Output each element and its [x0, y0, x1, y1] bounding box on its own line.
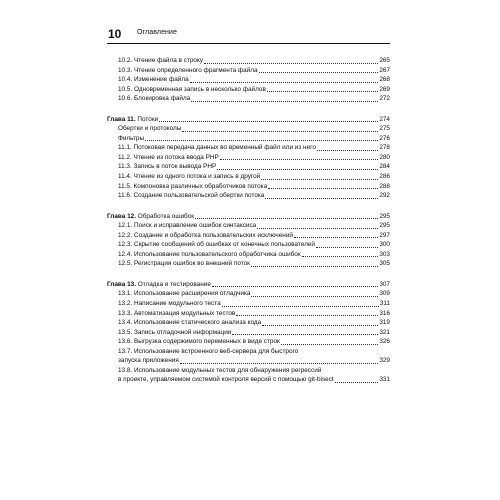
toc-page-number: 265	[379, 57, 390, 64]
toc-page-number: 278	[379, 144, 390, 152]
toc-page-number: 269	[379, 85, 390, 93]
toc-section	[107, 115, 390, 201]
chapter-title: Потоки	[137, 115, 159, 123]
toc-entry-label: 11.1. Потоковая передача данных во временный файл или из него	[118, 144, 316, 152]
toc-page-number: 276	[379, 134, 390, 142]
toc-entry[interactable]	[107, 375, 390, 385]
chapter-prefix: Глава 13.	[107, 280, 136, 288]
dot-leader	[268, 187, 378, 189]
toc-page-number: 268	[379, 76, 390, 84]
dot-leader	[220, 158, 379, 160]
toc-entry[interactable]	[107, 356, 390, 366]
toc-entry[interactable]	[107, 143, 390, 153]
chapter-page-number: 295	[379, 212, 390, 220]
toc-page-number: 280	[379, 153, 390, 161]
chapter-page-number: 274	[379, 115, 390, 123]
toc-entry[interactable]	[107, 85, 390, 95]
toc-entry-label: 12.1. Поиск и исправление ошибок синтаксиса	[118, 222, 257, 230]
toc-page-number: 329	[379, 357, 390, 365]
page-number: 10	[108, 27, 122, 41]
chapter-label	[107, 115, 158, 125]
toc-entry[interactable]	[107, 134, 390, 144]
chapter-title: Отладка и тестирование	[137, 280, 211, 288]
toc-entry-label: 11.3. Запись в поток вывода PHP	[118, 163, 217, 171]
dot-leader	[195, 217, 378, 219]
toc-entry[interactable]	[107, 162, 390, 172]
chapter-title: Обработка ошибок	[137, 212, 195, 220]
toc-section	[107, 212, 390, 269]
toc-entry-label: 13.1. Использование расширения отладчика	[118, 290, 251, 298]
toc-entry[interactable]	[107, 240, 390, 250]
dot-leader	[212, 285, 378, 287]
toc-entry[interactable]	[107, 259, 390, 269]
chapter-label	[107, 280, 211, 290]
dot-leader	[251, 265, 378, 267]
toc-entry-label: 13.4. Использование статического анализа кода	[118, 319, 262, 327]
toc-entry-label: запуска приложения	[118, 357, 179, 365]
toc-page-number: 321	[379, 328, 390, 336]
toc-entry-label: 12.2. Создание и обработка пользовательских исключений	[118, 231, 293, 239]
toc-page-number: 272	[379, 95, 390, 103]
toc-entry[interactable]	[107, 66, 390, 76]
toc-entry[interactable]	[107, 250, 390, 260]
toc-entry-label: 11.5. Компоновка различных обработчиков потока	[118, 182, 268, 190]
dot-leader	[145, 139, 378, 141]
toc-page-number: 305	[379, 260, 390, 268]
toc-entry-label: Фильтры	[118, 134, 145, 142]
toc-entry[interactable]	[107, 318, 390, 328]
dot-leader	[317, 149, 378, 151]
dot-leader	[257, 227, 378, 229]
toc-entry-label: 12.3. Скрытие сообщений об ошибках от конечных пользователей	[118, 241, 315, 249]
toc-entry-label: 13.5. Запись отладочной информации	[118, 328, 232, 336]
toc-page-number: 309	[379, 290, 390, 298]
dot-leader	[262, 324, 378, 326]
toc-entry[interactable]	[107, 337, 390, 347]
toc-entry-label: в проекте, управляемом системой контроля версий с помощью git-bisect	[118, 376, 334, 384]
dot-leader	[261, 178, 378, 180]
dot-leader	[302, 255, 379, 257]
dot-leader	[232, 333, 378, 335]
dot-leader	[180, 362, 379, 364]
toc-entry-label: 12.5. Регистрация ошибок во внешний поток	[118, 260, 250, 268]
toc-entry-line[interactable]: 13.8. Использование модульных тестов для обнаружения регрессий	[118, 366, 322, 374]
toc-entry[interactable]	[107, 94, 390, 104]
toc-page-number: 267	[379, 66, 390, 74]
dot-leader	[259, 71, 379, 73]
chapter-entry[interactable]	[107, 115, 390, 125]
running-header-title: Оглавление	[137, 29, 178, 36]
toc-page-number: 286	[379, 173, 390, 181]
toc-section	[107, 280, 390, 385]
toc-entry-label: 10.2. Чтение файла в строку	[118, 57, 203, 64]
toc-entry[interactable]	[107, 299, 390, 309]
dot-leader	[182, 130, 378, 132]
toc-page-number: 331	[379, 376, 390, 384]
chapter-entry[interactable]	[107, 280, 390, 290]
chapter-prefix: Глава 11.	[107, 115, 136, 123]
table-of-contents	[107, 56, 390, 396]
toc-entry-label: 13.6. Выгрузка содержимого переменных в виде строк	[118, 338, 280, 346]
toc-page-number: 319	[379, 319, 390, 327]
toc-entry[interactable]	[107, 221, 390, 231]
toc-page-number: 316	[379, 309, 390, 317]
toc-section	[107, 56, 390, 104]
dot-leader	[236, 314, 378, 316]
toc-entry-label: 10.5. Одновременная запись в несколько файлов	[118, 85, 266, 93]
chapter-entry[interactable]	[107, 212, 390, 222]
toc-entry[interactable]	[107, 153, 390, 163]
toc-page-number: 303	[379, 250, 390, 258]
dot-leader	[267, 90, 378, 92]
toc-entry[interactable]	[107, 75, 390, 85]
toc-entry[interactable]	[107, 172, 390, 182]
toc-entry-label: 13.2. Написание модульного теста	[118, 300, 221, 308]
toc-entry-label: 10.3. Чтение определенного фрагмента файла	[118, 66, 258, 74]
toc-entry[interactable]	[107, 289, 390, 299]
toc-entry[interactable]	[107, 182, 390, 192]
toc-entry-label: 10.4. Изменение файла	[118, 76, 189, 84]
toc-page-number: 284	[379, 163, 390, 171]
dot-leader	[335, 381, 379, 383]
toc-page-number: 295	[379, 222, 390, 230]
toc-entry[interactable]	[107, 231, 390, 241]
dot-leader	[222, 305, 379, 307]
toc-page-number: 297	[379, 231, 390, 239]
header-rule	[107, 43, 390, 44]
toc-entry[interactable]	[107, 309, 390, 319]
dot-leader	[294, 236, 378, 238]
dot-leader	[281, 343, 379, 345]
dot-leader	[251, 295, 378, 297]
toc-page-number: 311	[379, 300, 390, 308]
page-header	[0, 0, 500, 50]
toc-page-number: 288	[379, 182, 390, 190]
dot-leader	[265, 197, 378, 199]
toc-page-number: 275	[379, 125, 390, 133]
dot-leader	[217, 168, 378, 170]
toc-entry-label: 12.4. Использование пользовательского обработчика ошибок	[118, 250, 301, 258]
toc-entry-label: 11.2. Чтение из потока ввода PHP	[118, 153, 219, 161]
dot-leader	[190, 81, 379, 83]
chapter-page-number: 307	[379, 280, 390, 288]
toc-entry[interactable]	[107, 124, 390, 134]
toc-entry-line[interactable]: 13.7. Использование встроенного веб-сервера для быстрого	[118, 347, 299, 355]
toc-page-number: 326	[379, 338, 390, 346]
chapter-prefix: Глава 12.	[107, 212, 136, 220]
dot-leader	[191, 100, 378, 102]
toc-entry-label: 10.6. Блокировка файла	[118, 95, 191, 103]
toc-entry-label: Обертки и протоколы	[118, 125, 182, 133]
toc-entry[interactable]	[107, 328, 390, 338]
dot-leader	[159, 120, 378, 122]
toc-page-number: 300	[379, 241, 390, 249]
dot-leader	[204, 62, 378, 64]
dot-leader	[316, 246, 378, 248]
toc-entry-label: 13.3. Автоматизация модульных тестов	[118, 309, 236, 317]
toc-entry[interactable]	[107, 56, 390, 66]
toc-entry[interactable]	[107, 191, 390, 201]
toc-entry-label: 11.6. Создание пользовательской обертки потока	[118, 192, 265, 200]
toc-page-number: 292	[379, 192, 390, 200]
toc-entry-label: 11.4. Чтение из одного потока и запись в другой	[118, 173, 261, 181]
chapter-label	[107, 212, 194, 222]
